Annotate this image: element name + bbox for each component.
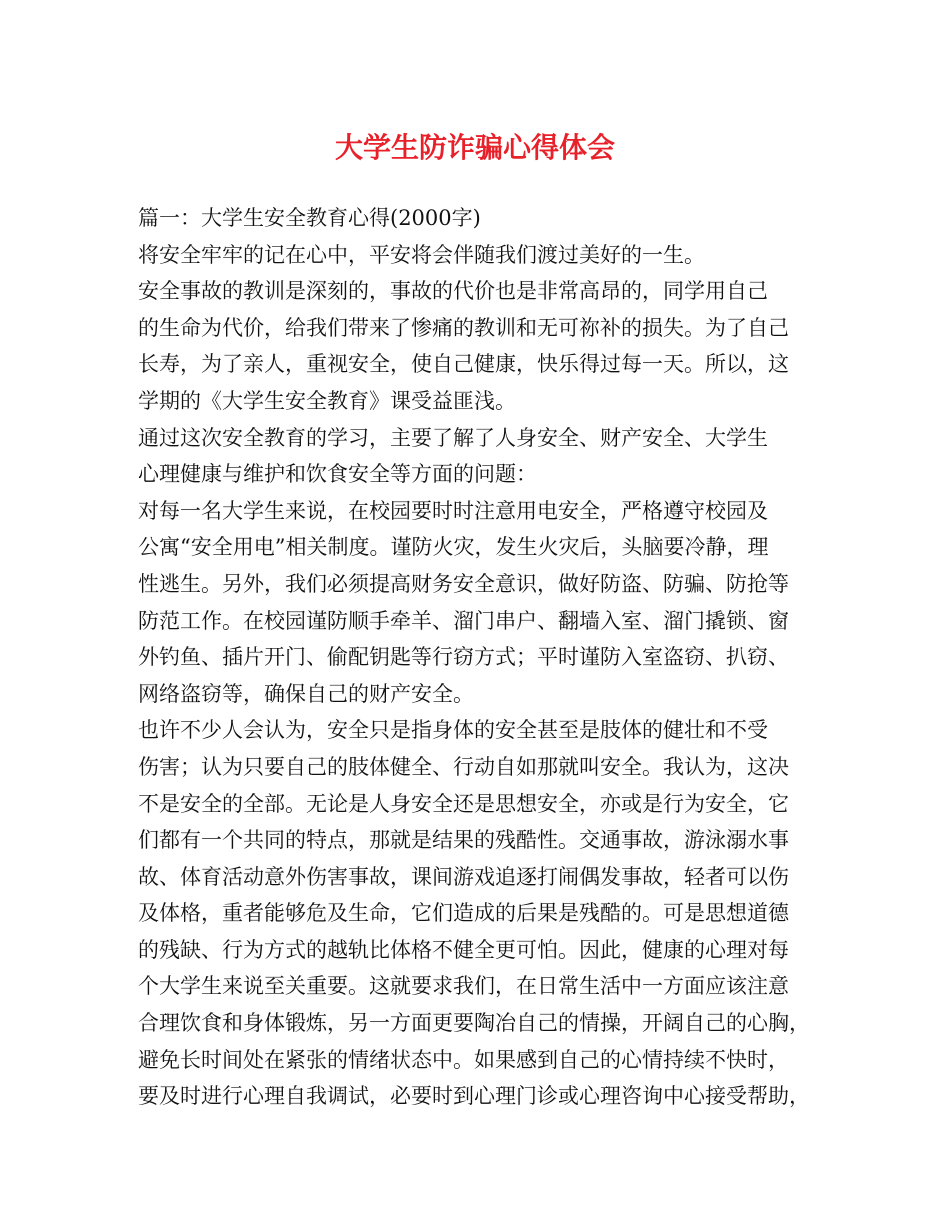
body-line: 性逃生。另外，我们必须提高财务安全意识，做好防盗、防骗、防抢等 [138,571,789,596]
body-line: 要及时进行心理自我调试，必要时到心理门诊或心理咨询中心接受帮助， [138,1084,810,1109]
body-line: 的残缺、行为方式的越轨比体格不健全更可怕。因此，健康的心理对每 [138,937,789,962]
body-line: 学期的《大学生安全教育》课受益匪浅。 [138,388,516,413]
body-line: 合理饮食和身体锻炼，另一方面更要陶冶自己的情操，开阔自己的心胸， [138,1011,810,1036]
body-line: 对每一名大学生来说，在校园要时时注意用电安全，严格遵守校园及 [138,498,768,523]
body-line: 故、体育活动意外伤害事故，课间游戏追逐打闹偶发事故，轻者可以伤 [138,864,789,889]
body-line: 个大学生来说至关重要。这就要求我们，在日常生活中一方面应该注意 [138,974,789,999]
document-title: 大学生防诈骗心得体会 [334,131,615,164]
body-line: 外钓鱼、插片开门、偷配钥匙等行窃方式；平时谨防入室盗窃、扒窃、 [138,645,789,670]
body-line: 们都有一个共同的特点，那就是结果的残酷性。交通事故，游泳溺水事 [138,828,789,853]
body-line: 通过这次安全教育的学习，主要了解了人身安全、财产安全、大学生 [138,425,768,450]
body-line: 防范工作。在校园谨防顺手牵羊、溜门串户、翻墙入室、溜门撬锁、窗 [138,608,789,633]
body-line: 篇一：大学生安全教育心得(2000字) [138,206,481,230]
body-line: 的生命为代价，给我们带来了惨痛的教训和无可祢补的损失。为了自己 [138,315,789,340]
body-line: 公寓“安全用电”相关制度。谨防火灾，发生火灾后，头脑要冷静，理 [138,535,769,560]
body-line: 避免长时间处在紧张的情绪状态中。如果感到自己的心情持续不快时， [138,1047,789,1072]
body-line: 也许不少人会认为，安全只是指身体的安全甚至是肢体的健壮和不受 [138,718,768,743]
body-line: 网络盗窃等，确保自己的财产安全。 [138,681,474,706]
body-line: 伤害；认为只要自己的肢体健全、行动自如那就叫安全。我认为，这决 [138,754,789,779]
body-line: 将安全牢牢的记在心中，平安将会伴随我们渡过美好的一生。 [138,242,705,267]
body-line: 及体格，重者能够危及生命，它们造成的后果是残酷的。可是思想道德 [138,901,789,926]
document-body [138,200,828,1115]
body-line: 心理健康与维护和饮食安全等方面的问题： [138,462,537,487]
body-line: 长寿，为了亲人，重视安全，使自己健康，快乐得过每一天。所以，这 [138,352,789,377]
body-line: 不是安全的全部。无论是人身安全还是思想安全，亦或是行为安全，它 [138,791,789,816]
body-line: 安全事故的教训是深刻的，事故的代价也是非常高昂的，同学用自己 [138,279,768,304]
